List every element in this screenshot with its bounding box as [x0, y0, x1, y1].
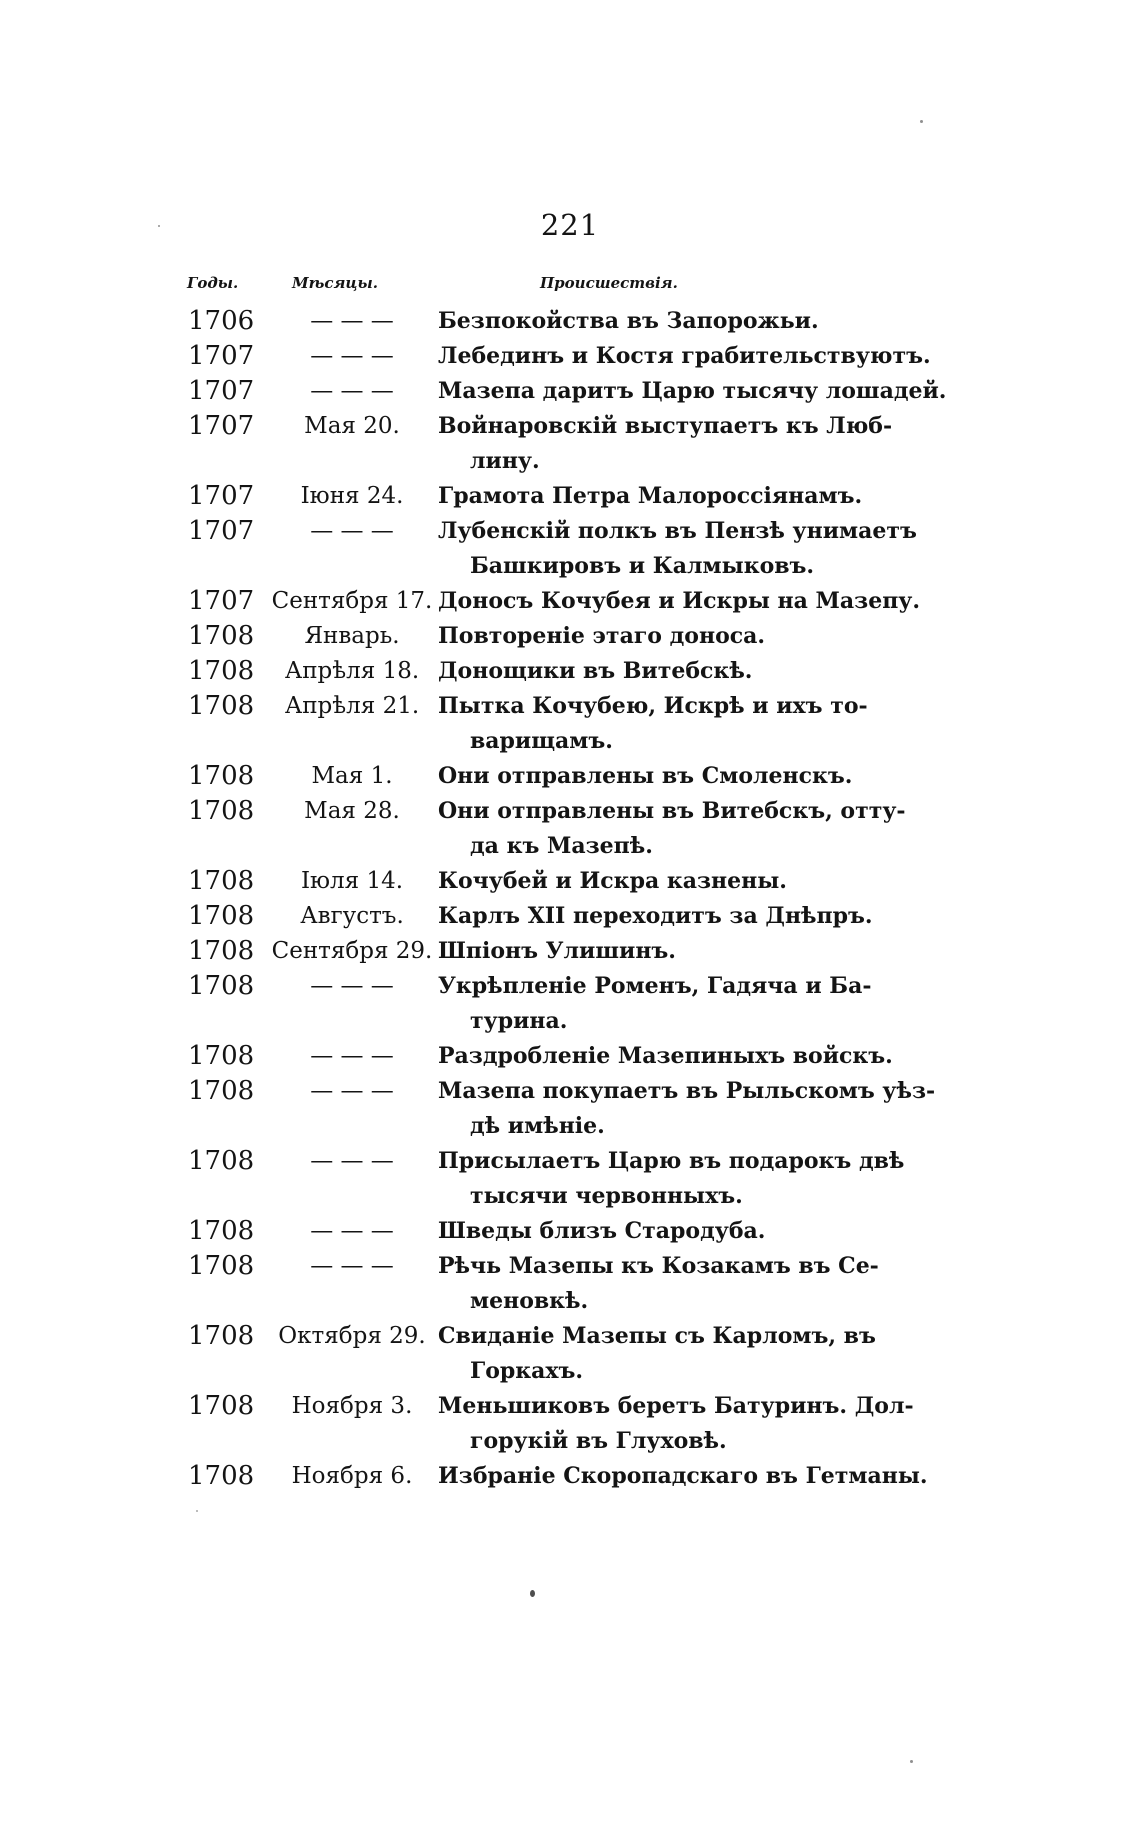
year-cell: 1707 — [188, 516, 255, 546]
event-continuation-line: тысячи червонныхъ. — [470, 1183, 743, 1209]
year-cell: 1708 — [188, 1216, 255, 1246]
event-cell — [438, 1214, 893, 1249]
event-cell — [438, 409, 893, 479]
year-cell: 1708 — [188, 1041, 255, 1071]
event-line: Мазепа покупаетъ въ Рыльскомъ уѣз- — [438, 1078, 936, 1104]
table-row — [0, 1319, 1140, 1389]
event-line: Присылаетъ Царю въ подарокъ двѣ — [438, 1148, 905, 1174]
month-cell: — — — — [310, 308, 394, 334]
event-cell — [438, 339, 931, 374]
chronology-table — [0, 304, 1140, 1494]
month-cell: Іюля 14. — [300, 868, 404, 894]
event-cell — [438, 479, 893, 514]
table-row — [0, 1459, 1140, 1494]
year-cell: 1707 — [188, 481, 255, 511]
year-cell: 1707 — [188, 411, 255, 441]
event-line: Они отправлены въ Витебскъ, отту- — [438, 798, 906, 824]
month-cell: — — — — [310, 1148, 394, 1174]
event-line: Мазепа даритъ Царю тысячу лошадей. — [438, 378, 947, 404]
month-cell: — — — — [310, 1218, 394, 1244]
event-continuation-line: горукій въ Глуховѣ. — [470, 1428, 727, 1454]
event-cell — [438, 759, 893, 794]
event-cell — [438, 1039, 893, 1074]
event-continuation-line: варищамъ. — [470, 728, 613, 754]
event-cell — [438, 794, 906, 864]
month-cell: Сентября 29. — [271, 938, 433, 964]
table-row — [0, 969, 1140, 1039]
event-line: Шпіонъ Улишинъ. — [438, 938, 676, 964]
year-cell: 1707 — [188, 341, 255, 371]
table-header — [0, 274, 1140, 298]
event-cell — [438, 899, 893, 934]
event-line: Пытка Кочубею, Искрѣ и ихъ то- — [438, 693, 868, 719]
month-cell: — — — — [310, 1043, 394, 1069]
event-cell — [438, 934, 893, 969]
month-cell: — — — — [310, 1078, 394, 1104]
event-line: Войнаровскій выступаетъ къ Люб- — [438, 413, 893, 439]
event-cell — [438, 1389, 914, 1459]
table-row — [0, 304, 1140, 339]
year-cell: 1708 — [188, 901, 255, 931]
event-continuation-line: лину. — [470, 448, 540, 474]
month-cell: — — — — [310, 1253, 394, 1279]
table-row — [0, 584, 1140, 619]
event-line: Они отправлены въ Смоленскъ. — [438, 763, 853, 789]
month-cell: Іюня 24. — [300, 483, 404, 509]
event-cell — [438, 1459, 928, 1494]
year-cell: 1708 — [188, 621, 255, 651]
scan-speck — [196, 1510, 198, 1512]
year-cell: 1708 — [188, 1321, 255, 1351]
page-number: 221 — [540, 208, 600, 242]
year-cell: 1708 — [188, 796, 255, 826]
table-row — [0, 409, 1140, 479]
event-continuation-line: Горкахъ. — [470, 1358, 584, 1384]
event-line: Избраніе Скоропадскаго въ Гетманы. — [438, 1463, 928, 1489]
table-row — [0, 479, 1140, 514]
event-cell — [438, 619, 893, 654]
table-row — [0, 1039, 1140, 1074]
scan-speck — [910, 1760, 913, 1763]
event-line: Доносъ Кочубея и Искры на Мазепу. — [438, 588, 921, 614]
event-line: Донощики въ Витебскѣ. — [438, 658, 753, 684]
month-cell: — — — — [310, 518, 394, 544]
event-cell — [438, 969, 893, 1039]
year-cell: 1708 — [188, 691, 255, 721]
year-cell: 1708 — [188, 1146, 255, 1176]
event-continuation-line: дѣ имѣніе. — [470, 1113, 605, 1139]
event-line: Кочубей и Искра казнены. — [438, 868, 787, 894]
table-row — [0, 899, 1140, 934]
column-header-years: Годы. — [187, 274, 239, 292]
event-cell — [438, 1249, 893, 1319]
event-cell — [438, 514, 917, 584]
event-line: Лубенскій полкъ въ Пензѣ унимаетъ — [438, 518, 917, 544]
table-row — [0, 794, 1140, 864]
year-cell: 1708 — [188, 936, 255, 966]
event-continuation-line: Башкировъ и Калмыковъ. — [470, 553, 815, 579]
column-header-months: Мѣсяцы. — [292, 274, 378, 292]
event-continuation-line: да къ Мазепѣ. — [470, 833, 653, 859]
year-cell: 1708 — [188, 1076, 255, 1106]
month-cell: Сентября 17. — [271, 588, 433, 614]
event-line: Меньшиковъ беретъ Батуринъ. Дол- — [438, 1393, 914, 1419]
table-row — [0, 619, 1140, 654]
month-cell: Ноября 3. — [291, 1393, 413, 1419]
table-row — [0, 339, 1140, 374]
event-cell — [438, 584, 921, 619]
scan-speck — [920, 120, 923, 123]
month-cell: Мая 1. — [311, 763, 393, 789]
column-header-events: Происшествія. — [540, 274, 678, 292]
table-row — [0, 1074, 1140, 1144]
table-row — [0, 934, 1140, 969]
month-cell: — — — — [310, 973, 394, 999]
event-cell — [438, 654, 893, 689]
month-cell: Августъ. — [300, 903, 404, 929]
event-continuation-line: меновкѣ. — [470, 1288, 589, 1314]
event-line: Повтореніе этаго доноса. — [438, 623, 766, 649]
event-continuation-line: турина. — [470, 1008, 568, 1034]
month-cell: — — — — [310, 378, 394, 404]
table-row — [0, 1214, 1140, 1249]
year-cell: 1708 — [188, 971, 255, 1001]
event-cell — [438, 1074, 936, 1144]
year-cell: 1706 — [188, 306, 255, 336]
table-row — [0, 514, 1140, 584]
year-cell: 1708 — [188, 866, 255, 896]
month-cell: Январь. — [304, 623, 400, 649]
month-cell: Ноября 6. — [291, 1463, 413, 1489]
event-line: Безпокойства въ Запорожьи. — [438, 308, 819, 334]
table-row — [0, 1389, 1140, 1459]
event-line: Лебединъ и Костя грабительствуютъ. — [438, 343, 931, 369]
event-cell — [438, 304, 893, 339]
table-row — [0, 759, 1140, 794]
event-cell — [438, 1144, 905, 1214]
month-cell: Мая 20. — [304, 413, 400, 439]
event-line: Карлъ XII переходитъ за Днѣпръ. — [438, 903, 873, 929]
event-cell — [438, 689, 893, 759]
month-cell: — — — — [310, 343, 394, 369]
year-cell: 1707 — [188, 376, 255, 406]
year-cell: 1708 — [188, 761, 255, 791]
year-cell: 1708 — [188, 1391, 255, 1421]
event-cell — [438, 864, 893, 899]
year-cell: 1708 — [188, 656, 255, 686]
table-row — [0, 864, 1140, 899]
table-row — [0, 1144, 1140, 1214]
year-cell: 1708 — [188, 1251, 255, 1281]
table-row — [0, 689, 1140, 759]
event-line: Грамота Петра Малороссіянамъ. — [438, 483, 863, 509]
event-cell — [438, 1319, 893, 1389]
month-cell: Апрѣля 18. — [284, 658, 420, 684]
scan-speck — [530, 1590, 535, 1597]
year-cell: 1707 — [188, 586, 255, 616]
event-line: Укрѣпленіе Роменъ, Гадяча и Ба- — [438, 973, 872, 999]
event-line: Рѣчь Мазепы къ Козакамъ въ Се- — [438, 1253, 879, 1279]
scan-speck — [158, 225, 160, 227]
table-row — [0, 374, 1140, 409]
event-cell — [438, 374, 947, 409]
event-line: Свиданіе Мазепы съ Карломъ, въ — [438, 1323, 876, 1349]
event-line: Раздробленіе Мазепиныхъ войскъ. — [438, 1043, 893, 1069]
table-row — [0, 654, 1140, 689]
table-row — [0, 1249, 1140, 1319]
year-cell: 1708 — [188, 1461, 255, 1491]
month-cell: Апрѣля 21. — [284, 693, 420, 719]
month-cell: Мая 28. — [304, 798, 400, 824]
month-cell: Октября 29. — [278, 1323, 426, 1349]
event-line: Шведы близъ Стародуба. — [438, 1218, 766, 1244]
